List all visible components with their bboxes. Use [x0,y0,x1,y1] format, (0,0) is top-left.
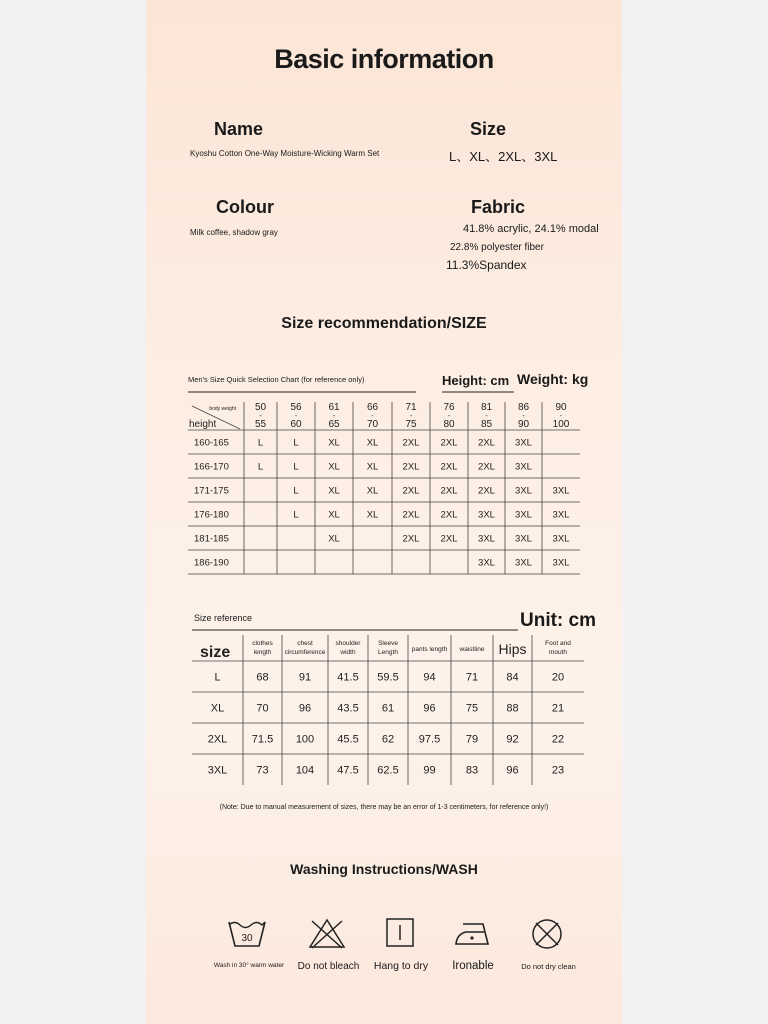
do-not-dry-clean-icon [530,917,564,951]
measurement-cell: 45.5 [337,733,359,746]
recommended-size-cell: 2XL [478,461,495,473]
measurement-cell: 22 [551,733,565,746]
recommended-size-cell: L [293,437,299,449]
do-not-dry-clean-label: Do not dry clean [521,962,576,971]
measurement-cell: 23 [551,764,565,777]
recommended-size-cell: 3XL [478,533,495,545]
measurement-cell: 71.5 [251,733,274,746]
weight-range-dash: - [522,413,525,420]
recommended-size-cell: XL [366,509,379,521]
weight-range-dash: - [485,413,488,420]
measurement-cell: 68 [256,671,269,684]
weight-range-dash: - [259,413,262,420]
measurement-cell: 88 [506,702,519,715]
ironable-icon [453,920,493,948]
measurement-cell: 104 [295,764,315,777]
weight-range-dash: - [332,413,336,420]
recommended-size-cell: 2XL [478,437,495,449]
header-label-line1: Sleeve [378,640,398,647]
wash-temp-label: 30 [241,933,253,944]
weight-range-dash: - [447,413,451,420]
measurement-cell: 47.5 [337,764,359,777]
measurement-cell: 71 [465,671,479,684]
header-label-line2: width [340,649,356,656]
corner-height-label: height [189,419,217,430]
recommended-size-cell: 3XL [515,437,532,449]
recommended-size-cell: 3XL [552,533,570,545]
measurement-cell: 70 [256,702,269,715]
size-name-cell: XL [210,702,225,715]
weight-range-bottom: 70 [366,419,379,430]
measurement-cell: 59.5 [377,671,399,684]
weight-range-bottom: 90 [517,419,530,430]
measurement-cell: 73 [256,764,269,777]
size-name-cell: 2XL [207,733,228,746]
weight-range-top: 76 [443,402,455,413]
measurement-cell: 94 [423,671,436,684]
recommended-size-cell: XL [328,461,340,473]
do-not-bleach-icon [308,917,346,951]
recommended-size-cell: XL [366,485,379,497]
recommended-size-cell: 3XL [515,461,532,473]
recommended-size-cell: L [257,461,264,473]
size-reference-table [146,625,622,790]
height-unit-label: Height: cm [442,373,510,388]
header-label-line1: clothes [252,640,273,647]
recommended-size-cell: XL [328,509,340,521]
weight-range-top: 86 [517,402,530,413]
size-reference-title: Size reference [194,613,253,623]
recommended-size-cell: L [257,437,264,449]
recommended-size-cell: 2XL [440,509,458,521]
measurement-cell: 92 [506,733,519,746]
recommended-size-cell: 2XL [402,437,420,449]
recommended-size-cell: 3XL [515,509,532,521]
size-recommendation-title: Size recommendation/SIZE [281,315,487,332]
weight-unit-label: Weight: kg [517,371,589,387]
weight-range-top: 61 [328,402,340,413]
recommended-size-cell: 3XL [552,485,570,497]
measurement-cell: 96 [423,702,436,715]
height-range-label: 160-165 [194,437,229,449]
recommended-size-cell: XL [366,461,379,473]
colour-label: Colour [216,197,274,217]
recommended-size-cell: 3XL [515,485,532,497]
size-name-cell: 3XL [207,764,228,777]
fabric-label: Fabric [471,197,526,217]
measurement-cell: 97.5 [418,733,441,746]
measurement-cell: 99 [423,764,436,777]
weight-range-top: 56 [290,402,302,413]
weight-range-dash: - [371,413,374,420]
recommended-size-cell: 2XL [440,533,458,545]
size-reference-unit: Unit: cm [520,610,596,631]
recommended-size-cell: 2XL [402,485,420,497]
recommended-size-cell: XL [328,533,340,545]
measurement-cell: 61 [381,702,395,715]
weight-range-top: 50 [254,402,267,413]
corner-weight-label: body weight [209,406,236,412]
height-range-label: 166-170 [194,461,229,473]
weight-range-top: 71 [405,402,417,413]
height-range-label: 181-185 [194,533,229,545]
recommended-size-cell: L [293,509,299,521]
recommended-size-cell: XL [366,437,379,449]
header-size: size [200,644,231,661]
weight-range-top: 81 [480,402,493,413]
weight-range-top: 90 [555,402,567,413]
washing-title: Washing Instructions/WASH [290,861,478,877]
measurement-cell: 75 [465,702,479,715]
recommended-size-cell: XL [328,485,340,497]
header-label-line2: Length [378,649,398,656]
ironable-label: Ironable [452,960,494,972]
recommended-size-cell: 2XL [402,461,420,473]
measurement-cell: 21 [551,702,565,715]
hang-to-dry-label: Hang to dry [373,960,429,972]
recommended-size-cell: 2XL [402,509,420,521]
recommended-size-cell: 3XL [515,557,532,569]
recommended-size-cell: 3XL [515,533,532,545]
size-label: Size [470,119,507,139]
recommended-size-cell: 3XL [478,557,495,569]
size-name-cell: L [214,671,221,684]
measurement-cell: 84 [506,671,519,684]
header-label-line2: mouth [548,649,568,656]
fabric-line-3: 11.3%Spandex [446,258,527,272]
name-value: Kyoshu Cotton One-Way Moisture-Wicking Warm Set [190,149,380,158]
header-label-line2: length [253,649,272,656]
recommended-size-cell: L [293,485,299,497]
name-label: Name [214,119,264,139]
height-range-label: 176-180 [194,509,229,521]
recommended-size-cell: 2XL [402,533,420,545]
fabric-line-2: 22.8% polyester fiber [450,242,544,253]
measurement-cell: 41.5 [337,671,359,684]
recommended-size-cell: XL [328,437,340,449]
product-info-page [146,0,622,1024]
wash-30-icon [226,916,268,950]
weight-range-bottom: 55 [254,419,267,430]
recommended-size-cell: 3XL [552,557,570,569]
header-label-line2: circumference [284,649,326,656]
size-value: L、XL、2XL、3XL [449,149,558,164]
measurement-cell: 100 [295,733,315,746]
header-label-line1: shoulder [335,640,361,647]
do-not-bleach-label: Do not bleach [297,961,360,972]
header-label: pants length [411,646,448,653]
header-label-line1: Foot and [545,640,571,647]
wash-30-label: Wash in 30° warm water [213,962,285,969]
header-label-line1: chest [297,640,313,647]
measurement-note: (Note: Due to manual measurement of sizes, there may be an error of 1-3 centimeters, for reference only!) [219,804,549,811]
measurement-cell: 62 [381,733,395,746]
colour-value: Milk coffee, shadow gray [190,228,278,237]
measurement-cell: 43.5 [337,702,359,715]
page-title: Basic information [274,44,494,74]
measurement-cell: 96 [506,764,519,777]
recommended-size-cell: 3XL [478,509,495,521]
weight-range-bottom: 65 [328,419,340,430]
size-recommendation-table [146,385,622,585]
header-label: waistline [459,646,485,653]
weight-range-dash: - [294,413,298,420]
weight-range-bottom: 75 [405,419,417,430]
hang-to-dry-icon [385,917,415,949]
recommended-size-cell: L [293,461,299,473]
fabric-line-1: 41.8% acrylic, 24.1% modal [463,223,599,235]
measurement-cell: 91 [298,671,312,684]
recommended-size-cell: 2XL [440,461,458,473]
height-range-label: 171-175 [194,485,229,497]
weight-range-bottom: 85 [480,419,493,430]
recommended-size-cell: 2XL [478,485,495,497]
measurement-cell: 62.5 [377,764,399,777]
header-hips: Hips [498,641,527,657]
recommended-size-cell: 2XL [440,437,458,449]
measurement-cell: 83 [465,764,479,777]
weight-range-top: 66 [366,402,379,413]
measurement-cell: 20 [551,671,565,684]
weight-range-dash: - [559,413,563,420]
weight-range-bottom: 60 [290,419,302,430]
chart-title: Men's Size Quick Selection Chart (for reference only) [188,375,365,384]
weight-range-dash: - [409,413,413,420]
recommended-size-cell: 2XL [440,485,458,497]
measurement-cell: 79 [465,733,479,746]
height-range-label: 186-190 [194,557,229,569]
recommended-size-cell: 3XL [552,509,570,521]
measurement-cell: 96 [298,702,312,715]
weight-range-bottom: 80 [443,419,455,430]
weight-range-bottom: 100 [552,419,570,430]
